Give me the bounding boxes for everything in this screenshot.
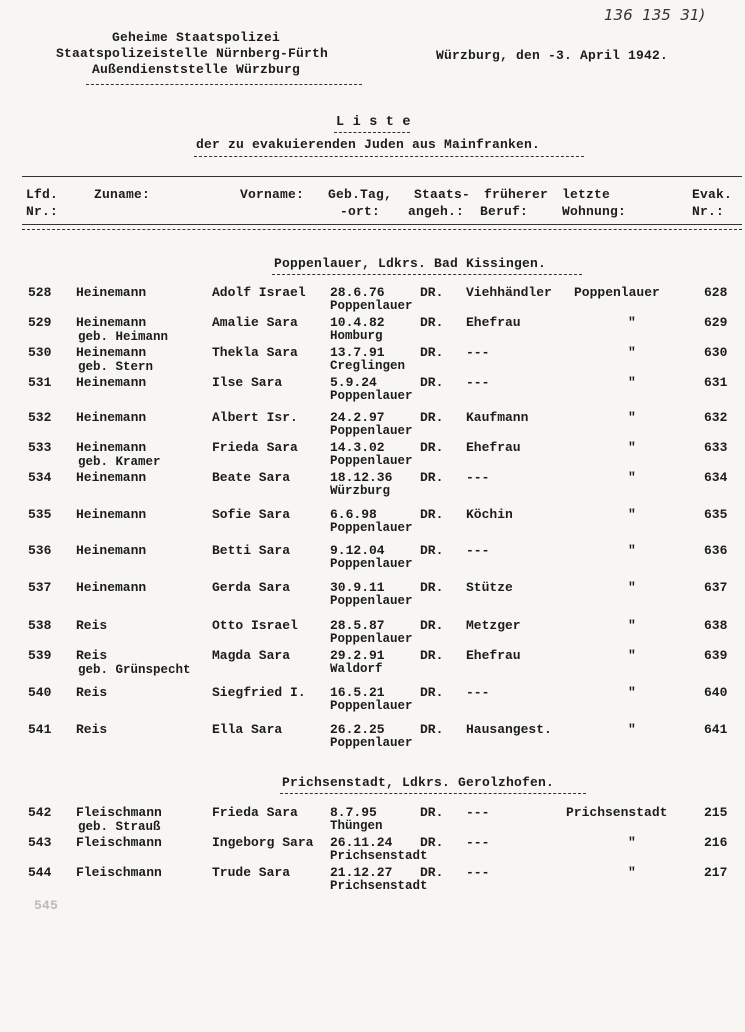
evacuation-number: 637: [704, 580, 728, 595]
evacuation-number: 215: [704, 805, 728, 820]
row-number: 533: [28, 440, 52, 455]
evacuation-number: 630: [704, 345, 728, 360]
row-number: 537: [28, 580, 52, 595]
birth-place: Poppenlauer: [330, 557, 413, 571]
nationality: DR.: [420, 315, 444, 330]
nationality: DR.: [420, 722, 444, 737]
nationality: DR.: [420, 285, 444, 300]
occupation: Stütze: [466, 580, 513, 595]
section-heading-underline: [280, 793, 586, 794]
last-residence: ": [628, 345, 636, 360]
row-number: 539: [28, 648, 52, 663]
nationality: DR.: [420, 685, 444, 700]
document-subtitle: der zu evakuierenden Juden aus Mainfranken.: [196, 137, 541, 152]
row-number: 541: [28, 722, 52, 737]
row-number: 542: [28, 805, 52, 820]
last-residence: ": [628, 865, 636, 880]
row-number: 535: [28, 507, 52, 522]
birth-date: 29.2.91: [330, 648, 385, 663]
surname: Fleischmann: [76, 835, 162, 850]
birth-date: 18.12.36: [330, 470, 393, 485]
occupation: Ehefrau: [466, 315, 521, 330]
nationality: DR.: [420, 345, 444, 360]
nationality: DR.: [420, 543, 444, 558]
header-underline: [86, 84, 362, 85]
birth-date: 30.9.11: [330, 580, 385, 595]
birth-date: 21.12.27: [330, 865, 393, 880]
birth-place: Poppenlauer: [330, 389, 413, 403]
col-zuname: Zuname:: [94, 187, 151, 202]
occupation: ---: [466, 470, 490, 485]
title-underline: [334, 132, 410, 133]
occupation: ---: [466, 543, 490, 558]
given-name: Albert Isr.: [212, 410, 298, 425]
evacuation-number: 629: [704, 315, 728, 330]
subtitle-underline: [194, 156, 584, 157]
given-name: Thekla Sara: [212, 345, 298, 360]
last-residence: ": [628, 440, 636, 455]
birth-place: Thüngen: [330, 819, 383, 833]
surname: Heinemann: [76, 543, 147, 558]
birth-place: Poppenlauer: [330, 632, 413, 646]
birth-date: 8.7.95: [330, 805, 377, 820]
faint-row-number: 545: [34, 898, 59, 913]
birth-place: Poppenlauer: [330, 521, 413, 535]
row-number: 538: [28, 618, 52, 633]
col-wohnung-2: Wohnung:: [562, 204, 627, 219]
evacuation-number: 632: [704, 410, 728, 425]
col-lfd-1: Lfd.: [26, 187, 59, 202]
surname: Heinemann: [76, 375, 147, 390]
place-date: Würzburg, den -3. April 1942.: [436, 48, 669, 63]
birth-date: 6.6.98: [330, 507, 377, 522]
authority-line-3: Außendienststelle Würzburg: [92, 62, 301, 77]
nationality: DR.: [420, 580, 444, 595]
nationality: DR.: [420, 375, 444, 390]
birth-date: 28.5.87: [330, 618, 385, 633]
birth-date: 16.5.21: [330, 685, 385, 700]
row-number: 529: [28, 315, 52, 330]
surname: Heinemann: [76, 315, 147, 330]
col-geb-2: -ort:: [340, 204, 381, 219]
last-residence: ": [628, 618, 636, 633]
birth-date: 5.9.24: [330, 375, 377, 390]
birth-date: 26.11.24: [330, 835, 393, 850]
evacuation-number: 635: [704, 507, 728, 522]
section-heading-prichsenstadt: Prichsenstadt, Ldkrs. Gerolzhofen.: [282, 775, 555, 790]
maiden-name: geb. Strauß: [78, 820, 161, 834]
nationality: DR.: [420, 805, 444, 820]
birth-place: Homburg: [330, 329, 383, 343]
evacuation-number: 638: [704, 618, 728, 633]
occupation: Metzger: [466, 618, 521, 633]
col-lfd-2: Nr.:: [26, 204, 59, 219]
occupation: ---: [466, 685, 490, 700]
birth-date: 10.4.82: [330, 315, 385, 330]
header-rule-top: [22, 176, 742, 177]
given-name: Adolf Israel: [212, 285, 306, 300]
surname: Fleischmann: [76, 865, 162, 880]
given-name: Beate Sara: [212, 470, 291, 485]
evacuation-number: 640: [704, 685, 728, 700]
evacuation-number: 631: [704, 375, 728, 390]
birth-place: Poppenlauer: [330, 736, 413, 750]
row-number: 531: [28, 375, 52, 390]
col-beruf-2: Beruf:: [480, 204, 529, 219]
surname: Heinemann: [76, 440, 147, 455]
given-name: Ilse Sara: [212, 375, 283, 390]
birth-date: 13.7.91: [330, 345, 385, 360]
surname: Reis: [76, 685, 108, 700]
birth-place: Poppenlauer: [330, 299, 413, 313]
nationality: DR.: [420, 618, 444, 633]
given-name: Frieda Sara: [212, 440, 298, 455]
evacuation-number: 639: [704, 648, 728, 663]
row-number: 544: [28, 865, 52, 880]
given-name: Ella Sara: [212, 722, 283, 737]
col-geb-1: Geb.Tag,: [328, 187, 393, 202]
birth-date: 9.12.04: [330, 543, 385, 558]
occupation: ---: [466, 805, 490, 820]
given-name: Sofie Sara: [212, 507, 291, 522]
nationality: DR.: [420, 470, 444, 485]
row-number: 536: [28, 543, 52, 558]
surname: Heinemann: [76, 507, 147, 522]
nationality: DR.: [420, 507, 444, 522]
occupation: Köchin: [466, 507, 513, 522]
given-name: Betti Sara: [212, 543, 291, 558]
occupation: Hausangest.: [466, 722, 552, 737]
birth-place: Prichsenstadt: [330, 879, 428, 893]
maiden-name: geb. Stern: [78, 360, 154, 374]
birth-place: Waldorf: [330, 662, 383, 676]
evacuation-number: 628: [704, 285, 728, 300]
birth-place: Poppenlauer: [330, 454, 413, 468]
row-number: 543: [28, 835, 52, 850]
birth-date: 26.2.25: [330, 722, 385, 737]
nationality: DR.: [420, 648, 444, 663]
row-number: 528: [28, 285, 52, 300]
document-title: L i s t e: [336, 115, 411, 130]
col-staat-1: Staats-: [414, 187, 471, 202]
given-name: Ingeborg Sara: [212, 835, 314, 850]
birth-place: Poppenlauer: [330, 594, 413, 608]
occupation: ---: [466, 835, 490, 850]
row-number: 532: [28, 410, 52, 425]
occupation: Ehefrau: [466, 440, 521, 455]
nationality: DR.: [420, 835, 444, 850]
surname: Fleischmann: [76, 805, 162, 820]
given-name: Siegfried I.: [212, 685, 306, 700]
section-heading-underline: [272, 274, 582, 275]
header-rule-mid: [22, 224, 742, 225]
last-residence: ": [628, 685, 636, 700]
evacuation-number: 633: [704, 440, 728, 455]
nationality: DR.: [420, 440, 444, 455]
last-residence: ": [628, 410, 636, 425]
last-residence: Prichsenstadt: [566, 805, 668, 820]
last-residence: ": [628, 835, 636, 850]
last-residence: ": [628, 580, 636, 595]
maiden-name: geb. Grünspecht: [78, 663, 191, 677]
col-beruf-1: früherer: [484, 187, 549, 202]
birth-date: 28.6.76: [330, 285, 385, 300]
section-heading-poppenlauer: Poppenlauer, Ldkrs. Bad Kissingen.: [274, 256, 547, 271]
col-vorname: Vorname:: [240, 187, 305, 202]
surname: Heinemann: [76, 470, 147, 485]
last-residence: ": [628, 315, 636, 330]
nationality: DR.: [420, 865, 444, 880]
given-name: Amalie Sara: [212, 315, 298, 330]
birth-place: Prichsenstadt: [330, 849, 428, 863]
evacuation-number: 634: [704, 470, 728, 485]
evacuation-number: 216: [704, 835, 728, 850]
surname: Reis: [76, 722, 108, 737]
row-number: 540: [28, 685, 52, 700]
evacuation-number: 217: [704, 865, 728, 880]
last-residence: ": [628, 470, 636, 485]
col-evak-2: Nr.:: [692, 204, 725, 219]
surname: Heinemann: [76, 285, 147, 300]
birth-place: Creglingen: [330, 359, 406, 373]
last-residence: ": [628, 543, 636, 558]
birth-date: 24.2.97: [330, 410, 385, 425]
col-staat-2: angeh.:: [408, 204, 465, 219]
last-residence: ": [628, 375, 636, 390]
occupation: Kaufmann: [466, 410, 529, 425]
occupation: ---: [466, 345, 490, 360]
given-name: Otto Israel: [212, 618, 298, 633]
maiden-name: geb. Kramer: [78, 455, 161, 469]
header-rule-bottom: [22, 229, 742, 230]
occupation: Viehhändler: [466, 285, 552, 300]
last-residence: ": [628, 648, 636, 663]
occupation: ---: [466, 865, 490, 880]
row-number: 534: [28, 470, 52, 485]
authority-line-2: Staatspolizeistelle Nürnberg-Fürth: [56, 46, 329, 61]
col-wohnung-1: letzte: [562, 187, 611, 202]
row-number: 530: [28, 345, 52, 360]
occupation: ---: [466, 375, 490, 390]
occupation: Ehefrau: [466, 648, 521, 663]
last-residence: Poppenlauer: [574, 285, 660, 300]
evacuation-number: 636: [704, 543, 728, 558]
authority-line-1: Geheime Staatspolizei: [112, 30, 281, 45]
given-name: Magda Sara: [212, 648, 291, 663]
birth-place: Poppenlauer: [330, 424, 413, 438]
surname: Reis: [76, 618, 108, 633]
maiden-name: geb. Heimann: [78, 330, 169, 344]
surname: Heinemann: [76, 580, 147, 595]
evacuation-number: 641: [704, 722, 728, 737]
birth-place: Würzburg: [330, 484, 391, 498]
surname: Reis: [76, 648, 108, 663]
given-name: Frieda Sara: [212, 805, 298, 820]
given-name: Trude Sara: [212, 865, 291, 880]
surname: Heinemann: [76, 410, 147, 425]
birth-date: 14.3.02: [330, 440, 385, 455]
nationality: DR.: [420, 410, 444, 425]
col-evak-1: Evak.: [692, 187, 733, 202]
given-name: Gerda Sara: [212, 580, 291, 595]
birth-place: Poppenlauer: [330, 699, 413, 713]
folio-number: 136 135 31): [604, 6, 706, 24]
last-residence: ": [628, 722, 636, 737]
surname: Heinemann: [76, 345, 147, 360]
last-residence: ": [628, 507, 636, 522]
